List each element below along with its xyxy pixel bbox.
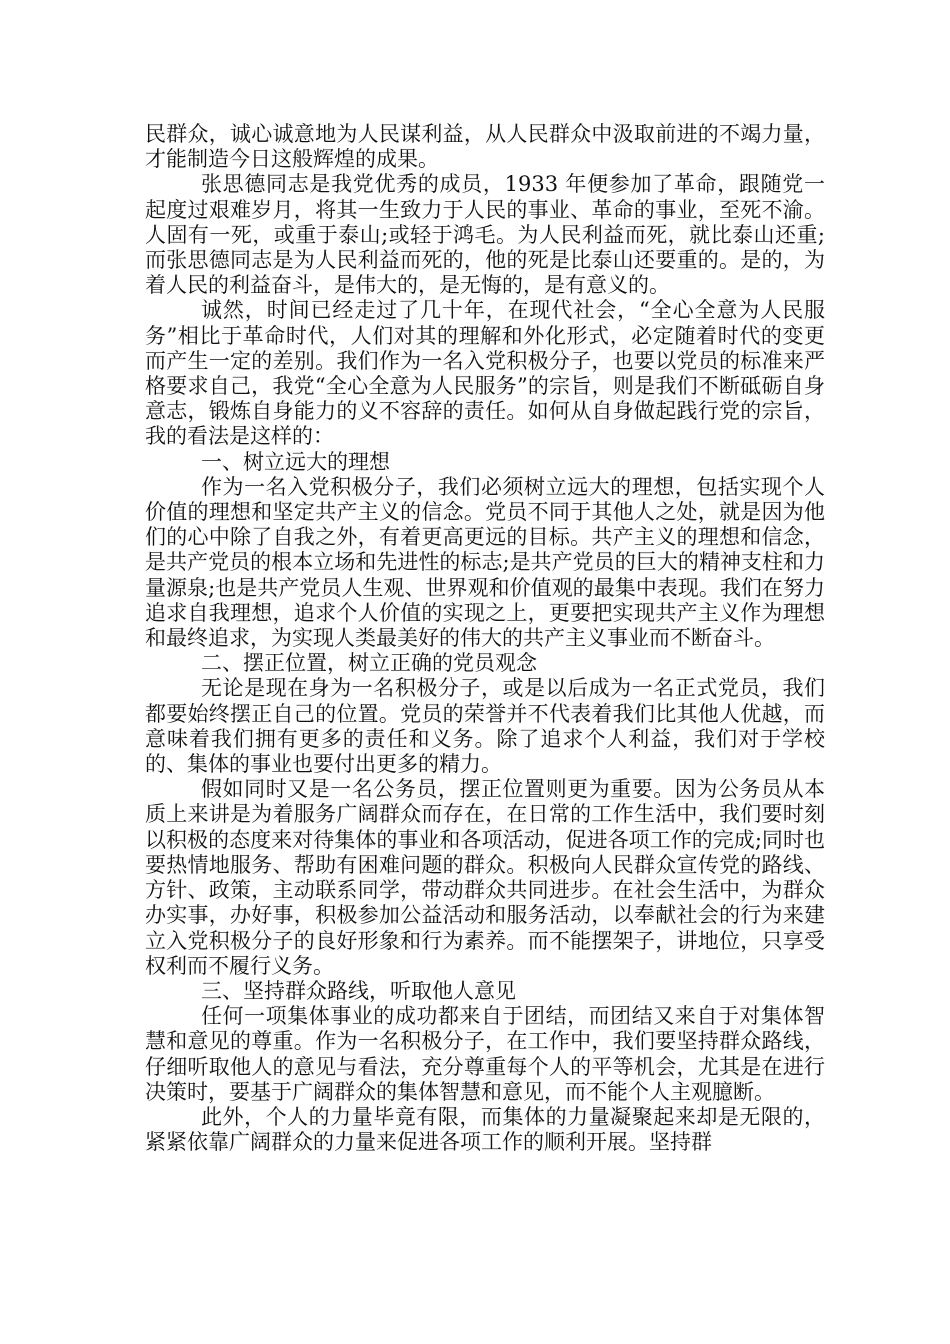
section-heading-2: 二、摆正位置，树立正确的党员观念 [201, 651, 537, 676]
paragraph-mass-line: 任何一项集体事业的成功都来自于团结，而团结又来自于对集体智慧和意见的尊重。作为一名积极分子，在工作中，我们要坚持群众路线，仔细听取他人的意见与看法，充分尊重每个人的平等机会，尤其是在进行决策时，要基于广阔群众的集体智慧和意见，而不能个人主观臆断。 [145, 1004, 825, 1104]
section-heading-3: 三、坚持群众路线，听取他人意见 [201, 978, 516, 1003]
section-heading-1: 一、树立远大的理想 [201, 449, 390, 474]
paragraph-modern-society: 诚然，时间已经走过了几十年，在现代社会，“全心全意为人民服务”相比于革命时代，人们对其的理解和外化形式，必定随着时代的变更而产生一定的差别。我们作为一名入党积极分子，也要以党员的标准来严格要求自己，我党“全心全意为人民服务”的宗旨，则是我们不断砥砺自身意志，锻炼自身能力的义不容辞的责任。如何从自身做起践行党的宗旨，我的看法是这样的： [145, 298, 825, 449]
document-body [145, 122, 825, 1155]
paragraph-zhang-sisde: 张思德同志是我党优秀的成员，1933 年便参加了革命，跟随党一起度过艰难岁月，将其一生致力于人民的事业、革命的事业，至死不渝。人固有一死，或重于泰山;或轻于鸿毛。为人民利益而死，就比泰山还重;而张思德同志是为人民利益而死的，他的死是比泰山还要重的。是的，为着人民的利益奋斗，是伟大的，是无悔的，是有意义的。 [145, 172, 825, 298]
paragraph-continuation: 民群众，诚心诚意地为人民谋利益，从人民群众中汲取前进的不竭力量，才能制造今日这般辉煌的成果。 [145, 122, 825, 172]
paragraph-collective-strength: 此外，个人的力量毕竟有限，而集体的力量凝聚起来却是无限的，紧紧依靠广阔群众的力量来促进各项工作的顺利开展。坚持群 [145, 1104, 825, 1155]
paragraph-ideals: 作为一名入党积极分子，我们必须树立远大的理想，包括实现个人价值的理想和坚定共产主义的信念。党员不同于其他人之处，就是因为他们的心中除了自我之外，有着更高更远的目标。共产主义的理想和信念，是共产党员的根本立场和先进性的标志;是共产党员的巨大的精神支柱和力量源泉;也是共产党员人生观、世界观和价值观的最集中表现。我们在努力追求自我理想，追求个人价值的实现之上，更要把实现共产主义作为理想和最终追求，为实现人类最美好的伟大的共产主义事业而不断奋斗。 [145, 474, 825, 651]
paragraph-civil-servant: 假如同时又是一名公务员，摆正位置则更为重要。因为公务员从本质上来讲是为着服务广阔群众而存在，在日常的工作生活中，我们要时刻以积极的态度来对待集体的事业和各项活动，促进各项工作的完成;同时也要热情地服务、帮助有困难问题的群众。积极向人民群众宣传党的路线、方针、政策，主动联系同学，带动群众共同进步。在社会生活中，为群众办实事，办好事，积极参加公益活动和服务活动，以奉献社会的行为来建立入党积极分子的良好形象和行为素养。而不能摆架子，讲地位，只享受权利而不履行义务。 [145, 777, 825, 978]
paragraph-position: 无论是现在身为一名积极分子，或是以后成为一名正式党员，我们都要始终摆正自己的位置。党员的荣誉并不代表着我们比其他人优越，而意味着我们拥有更多的责任和义务。除了追求个人利益，我们对于学校的、集体的事业也要付出更多的精力。 [145, 676, 825, 777]
